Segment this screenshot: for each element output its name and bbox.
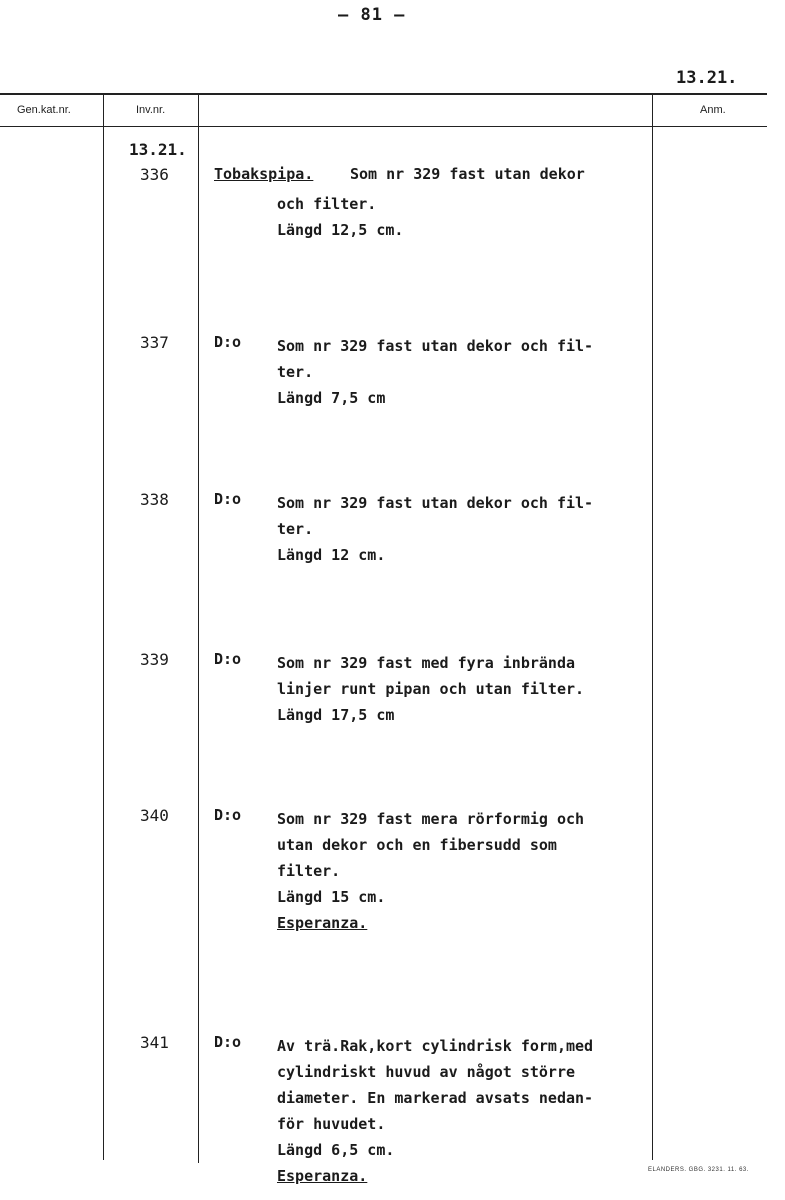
description-line: Som nr 329 fast mera rörformig och xyxy=(277,810,585,828)
description-line: ter. xyxy=(277,363,314,381)
description-line: filter. xyxy=(277,862,341,880)
description-line: diameter. En markerad avsats nedan- xyxy=(277,1089,594,1107)
description-line: Som nr 329 fast med fyra inbrända xyxy=(277,654,576,672)
description-line: Som nr 329 fast utan dekor xyxy=(350,165,585,183)
description-line: Längd 17,5 cm xyxy=(277,706,395,724)
ditto-marker: D:o xyxy=(214,333,242,351)
description-line: Längd 15 cm. xyxy=(277,888,386,906)
description xyxy=(277,650,647,728)
description-line: linjer runt pipan och utan filter. xyxy=(277,680,585,698)
description-line: Längd 6,5 cm. xyxy=(277,1141,395,1159)
object-name: Tobakspipa. xyxy=(214,165,314,183)
description xyxy=(277,490,647,568)
column-divider-3 xyxy=(652,95,653,1160)
column-header-anm: Anm. xyxy=(700,104,726,116)
column-header-gen-kat-nr: Gen.kat.nr. xyxy=(17,104,71,116)
column-divider-2 xyxy=(198,95,199,1163)
inventory-number: 341 xyxy=(140,1033,169,1052)
page-number: – 81 – xyxy=(338,5,406,25)
column-divider-1 xyxy=(103,95,104,1160)
top-reference: 13.21. xyxy=(676,68,738,88)
description xyxy=(277,191,403,243)
description-line: Längd 7,5 cm xyxy=(277,389,386,407)
description-line: cylindriskt huvud av något större xyxy=(277,1063,576,1081)
description-line: Som nr 329 fast utan dekor och fil- xyxy=(277,494,594,512)
description xyxy=(277,806,647,936)
description-line: och filter. xyxy=(277,195,377,213)
maker-name: Esperanza. xyxy=(277,1167,368,1185)
printer-imprint: ELANDERS. GBG. 3231. 11. 63. xyxy=(648,1167,749,1173)
inventory-number: 337 xyxy=(140,333,169,352)
description-line: ter. xyxy=(277,520,314,538)
inventory-number: 338 xyxy=(140,490,169,509)
section-reference: 13.21. xyxy=(129,140,187,159)
column-header-inv-nr: Inv.nr. xyxy=(136,104,166,116)
description-line: Som nr 329 fast utan dekor och fil- xyxy=(277,337,594,355)
maker-name: Esperanza. xyxy=(277,914,368,932)
description xyxy=(277,1033,647,1189)
description-line: Längd 12,5 cm. xyxy=(277,221,404,239)
ditto-marker: D:o xyxy=(214,806,242,824)
ditto-marker: D:o xyxy=(214,650,242,668)
description-line: utan dekor och en fibersudd som xyxy=(277,836,557,854)
ditto-marker: D:o xyxy=(214,490,242,508)
inventory-number: 339 xyxy=(140,650,169,669)
ditto-marker: D:o xyxy=(214,1033,242,1051)
description-line: Längd 12 cm. xyxy=(277,546,386,564)
inventory-number: 336 xyxy=(140,165,169,184)
description-line: för huvudet. xyxy=(277,1115,386,1133)
inventory-number: 340 xyxy=(140,806,169,825)
description xyxy=(277,333,647,411)
description-line: Av trä.Rak,kort cylindrisk form,med xyxy=(277,1037,594,1055)
